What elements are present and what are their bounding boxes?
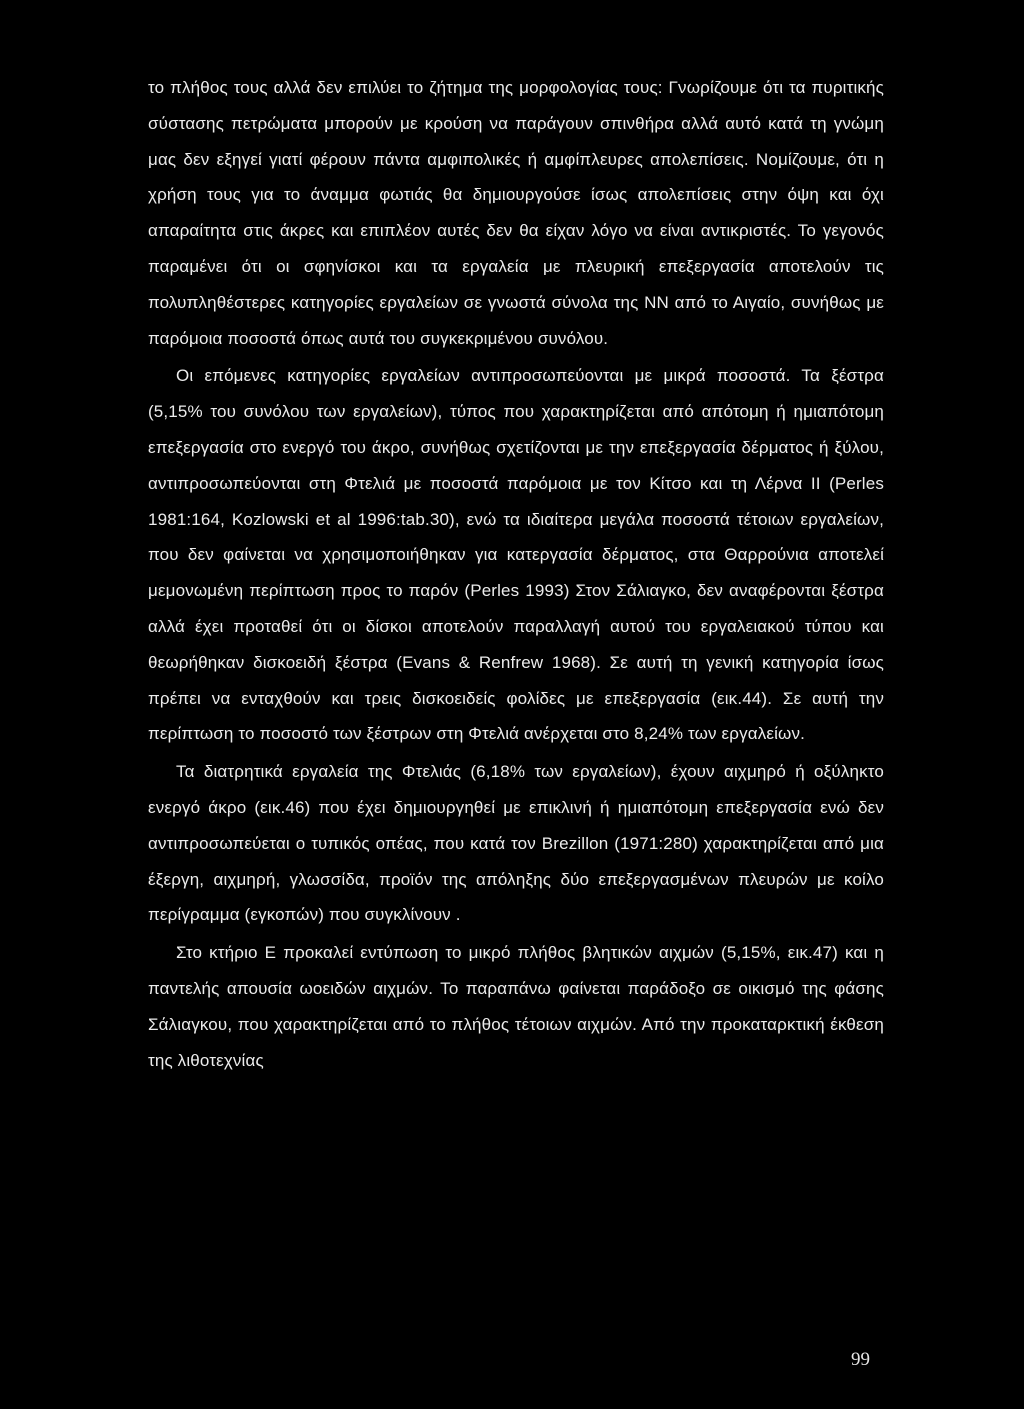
paragraph-1: το πλήθος τους αλλά δεν επιλύει το ζήτημα της μορφολογίας τους: Γνωρίζουμε ότι τα πυριτικής σύστασης πετρώματα μπορούν με κρούση να παράγουν σπινθήρα αλλά αυτό κατά τη γνώμη μας δεν εξηγεί γιατί φέρουν πάντα αμφιπολικές ή αμφίπλευρες απολεπίσεις. Νομίζουμε, ότι η χρήση τους για το άναμμα φωτιάς θα δημιουργούσε ίσως απολεπίσεις στην όψη και όχι απαραίτητα στις άκρες και επιπλέον αυτές δεν θα είχαν λόγο να είναι αντικριστές. Το γεγονός παραμένει ότι οι σφηνίσκοι και τα εργαλεία με πλευρική επεξεργασία αποτελούν τις πολυπληθέστερες κατηγορίες εργαλείων σε γνωστά σύνολα της ΝΝ από το Αιγαίο, συνήθως με παρόμοια ποσοστά όπως αυτά του συγκεκριμένου συνόλου. [148, 78, 884, 348]
paragraph-3: Τα διατρητικά εργαλεία της Φτελιάς (6,18% των εργαλείων), έχουν αιχμηρό ή οξύληκτο ενεργό άκρο (εικ.46) που έχει δημιουργηθεί με επικλινή ή ημιαπότομη επεξεργασία ενώ δεν αντιπροσωπεύεται ο τυπικός οπέας, που κατά τον Brezillon (1971:280) χαρακτηρίζεται από μια έξεργη, αιχμηρή, γλωσσίδα, προϊόν της απόληξης δύο επεξεργασμένων πλευρών με κοίλο περίγραμμα (εγκοπών) που συγκλίνουν . [148, 762, 884, 925]
paragraph-2: Οι επόμενες κατηγορίες εργαλείων αντιπροσωπεύονται με μικρά ποσοστά. Τα ξέστρα (5,15% του συνόλου των εργαλείων), τύπος που χαρακτηρίζεται από απότομη ή ημιαπότομη επεξεργασία στο ενεργό του άκρο, συνήθως σχετίζονται με την επεξεργασία δέρματος ή ξύλου, αντιπροσωπεύονται στη Φτελιά με ποσοστά παρόμοια με τον Κίτσο και τη Λέρνα II (Perles 1981:164, Kozlowski et al 1996:tab.30), ενώ τα ιδιαίτερα μεγάλα ποσοστά τέτοιων εργαλείων, που δεν φαίνεται να χρησιμοποιήθηκαν για κατεργασία δέρματος, στα Θαρρούνια αποτελεί μεμονωμένη περίπτωση προς το παρόν (Perles 1993) Στον Σάλιαγκο, δεν αναφέρονται ξέστρα αλλά έχει προταθεί ότι οι δίσκοι αποτελούν παραλλαγή αυτού του εργαλειακού τύπου και θεωρήθηκαν δισκοειδή ξέστρα (Evans & Renfrew 1968). Σε αυτή τη γενική κατηγορία ίσως πρέπει να ενταχθούν και τρεις δισκοειδείς φολίδες με επεξεργασία (εικ.44). Σε αυτή την περίπτωση το ποσοστό των ξέστρων στη Φτελιά ανέρχεται στο 8,24% των εργαλείων. [148, 366, 884, 744]
paragraph-4: Στο κτήριο Ε προκαλεί εντύπωση το μικρό πλήθος βλητικών αιχμών (5,15%, εικ.47) και η παντελής απουσία ωοειδών αιχμών. Το παραπάνω φαίνεται παράδοξο σε οικισμό της φάσης Σάλιαγκου, που χαρακτηρίζεται από το πλήθος τέτοιων αιχμών. Από την προκαταρκτική έκθεση της λιθοτεχνίας [148, 943, 884, 1070]
body-text [148, 70, 884, 1080]
page-number: 99 [851, 1349, 870, 1370]
